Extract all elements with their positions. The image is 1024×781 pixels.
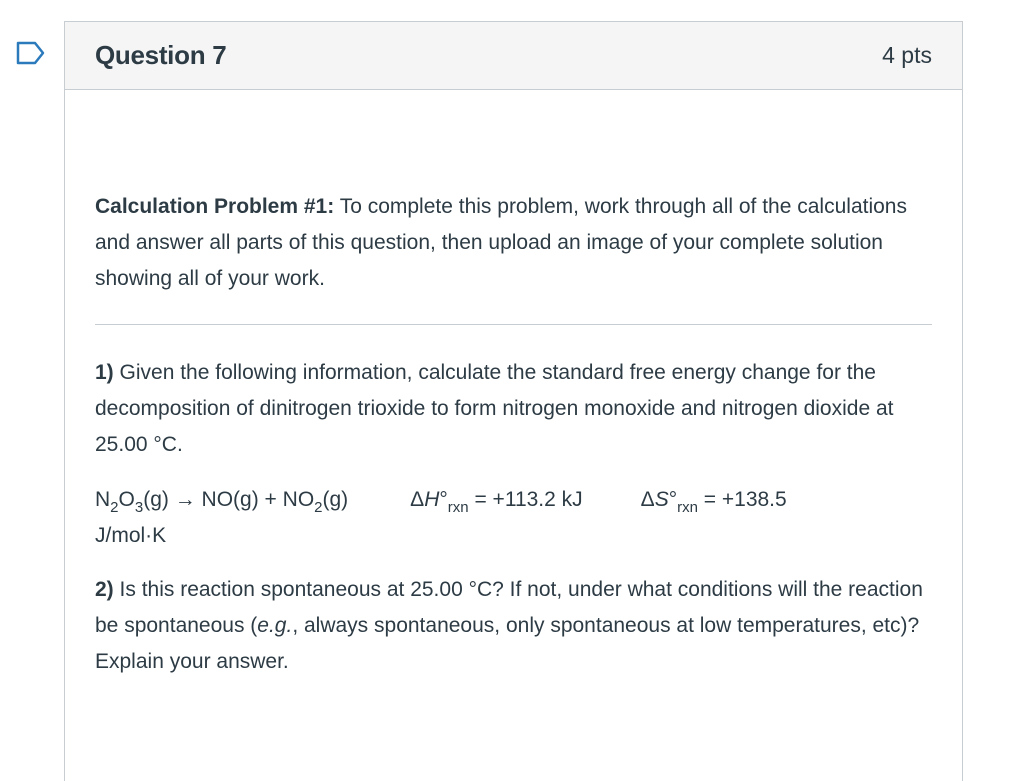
part1-paragraph <box>95 355 932 463</box>
product2-base: NO <box>282 488 315 511</box>
reactant-mid: O <box>118 488 135 511</box>
reactant-sub1: 2 <box>110 499 119 517</box>
part2-text-after: , always spontaneous, only spontaneous at low temperatures, etc)? Explain your answer. <box>95 614 920 673</box>
flag-question-icon[interactable] <box>16 41 46 65</box>
delta-s-sub: rxn <box>677 499 698 517</box>
delta-s-value: = +138.5 <box>697 488 787 511</box>
delta-h-degree: ° <box>439 488 448 511</box>
divider <box>95 324 932 325</box>
question-points: 4 pts <box>882 42 932 68</box>
intro-label: Calculation Problem #1: <box>95 195 335 218</box>
delta-s-symbol: ΔS <box>640 488 669 511</box>
reaction-equation <box>95 482 932 554</box>
product2-sub: 2 <box>314 499 323 517</box>
part2-eg: e.g. <box>257 614 293 637</box>
question-header <box>65 22 962 90</box>
reactant-base: N <box>95 488 111 511</box>
reaction-arrow: → <box>168 488 202 511</box>
delta-s-letter: S <box>654 488 669 511</box>
intro-text: To complete this problem, work through all of the calculations and answer all parts of this question, then upload an image of your complete solution showing all of your work. <box>95 195 907 290</box>
question-body <box>65 90 962 680</box>
part1-text: Given the following information, calculate the standard free energy change for the decomposition of dinitrogen trioxide to form nitrogen monoxide and nitrogen dioxide at 25.00 °C. <box>95 361 894 456</box>
part1-number: 1) <box>95 361 114 384</box>
reactant-sub2: 3 <box>134 499 144 517</box>
delta-s-unit: J/mol·K <box>95 524 167 547</box>
product1-state: (g) <box>233 488 259 511</box>
product1: NO <box>201 488 234 511</box>
delta-s-degree: ° <box>668 488 678 511</box>
reactant-state: (g) <box>143 488 169 511</box>
part2-paragraph <box>95 572 932 680</box>
question-card <box>64 21 963 781</box>
delta-h-letter: H <box>424 488 440 511</box>
product2-state: (g) <box>322 488 349 511</box>
delta-h-sub: rxn <box>447 499 469 517</box>
delta-h-symbol: ΔH <box>410 488 440 511</box>
question-title: Question 7 <box>95 40 227 70</box>
plus-sign: + <box>258 488 283 511</box>
delta-h-value: = +113.2 kJ <box>468 488 583 511</box>
part2-text-before: Is this reaction spontaneous at 25.00 °C? If not, under what conditions will the reaction be spontaneous ( <box>95 578 923 637</box>
part2-number: 2) <box>95 578 114 601</box>
intro-paragraph <box>95 189 932 297</box>
